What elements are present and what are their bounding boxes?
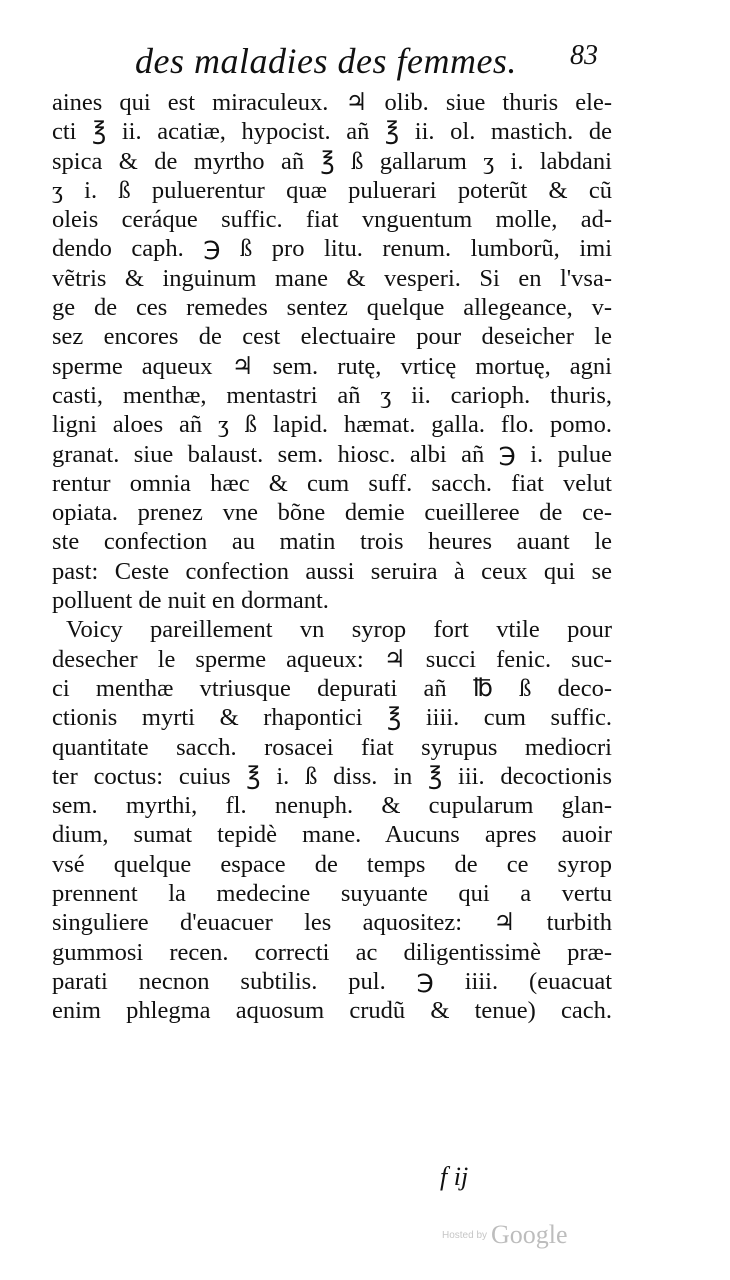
text-line: ʒ i. ß puluerentur quæ puluerari poterũt & cũ <box>52 176 612 204</box>
text-line: Voicy pareillement vn syrop fort vtile pour <box>66 616 612 644</box>
text-line: ste confection au matin trois heures auant le <box>52 528 612 556</box>
text-line: prennent la medecine suyuante qui a vertu <box>52 880 612 908</box>
text-line: gummosi recen. correcti ac diligentissimè præ- <box>52 938 612 966</box>
text-line: casti, menthæ, mentastri añ ʒ ii. carioph. thuris, <box>52 381 612 409</box>
text-line: past: Ceste confection aussi seruira à ceux qui se <box>52 557 612 585</box>
text-line: desecher le sperme aqueux: ♃ succi fenic. suc- <box>52 645 612 673</box>
text-line: sez encores de cest electuaire pour deseicher le <box>52 323 612 351</box>
page-number: 83 <box>570 40 598 71</box>
text-line: ge de ces remedes sentez quelque allegeance, v- <box>52 294 612 322</box>
text-line: opiata. prenez vne bõne demie cueilleree de ce- <box>52 499 612 527</box>
text-line: granat. siue balaust. sem. hiosc. albi añ ℈ i. pulue <box>52 440 612 468</box>
text-line: parati necnon subtilis. pul. ℈ iiii. (euacuat <box>52 967 612 995</box>
text-line: enim phlegma aquosum crudũ & tenue) cach. <box>52 997 612 1025</box>
text-line: dium, sumat tepidè mane. Aucuns apres auoir <box>52 821 612 849</box>
watermark-hosted-label: Hosted by <box>442 1229 488 1241</box>
running-title: des maladies des femmes. <box>135 41 517 81</box>
text-line: vẽtris & inguinum mane & vesperi. Si en l'vsa- <box>52 264 612 292</box>
hosted-by-watermark <box>442 1220 568 1250</box>
text-line: ligni aloes añ ʒ ß lapid. hæmat. galla. flo. pomo. <box>52 411 612 439</box>
text-line: ctionis myrti & rhapontici ℥ iiii. cum suffic. <box>52 704 612 732</box>
text-line: sperme aqueux ♃ sem. rutę, vrticę mortuę, agni <box>52 352 612 380</box>
text-line: ter coctus: cuius ℥ i. ß diss. in ℥ iii. decoctionis <box>52 762 612 790</box>
text-line: aines qui est miraculeux. ♃ olib. siue thuris ele- <box>52 89 612 116</box>
text-line: rentur omnia hæc & cum suff. sacch. fiat velut <box>52 469 612 497</box>
text-line: dendo caph. ℈ ß pro litu. renum. lumborũ, imi <box>52 235 612 263</box>
text-line: vsé quelque espace de temps de ce syrop <box>52 850 612 878</box>
text-line: cti ℥ ii. acatiæ, hypocist. añ ℥ ii. ol. mastich. de <box>52 118 612 146</box>
watermark-brand: Google <box>491 1220 568 1249</box>
page-header <box>0 40 730 90</box>
body-text <box>52 88 612 1026</box>
text-line: polluent de nuit en dormant. <box>52 587 329 615</box>
signature-mark: f ij <box>440 1162 469 1191</box>
text-line: quantitate sacch. rosacei fiat syrupus mediocri <box>52 733 612 761</box>
text-line: spica & de myrtho añ ℥ ß gallarum ʒ i. labdani <box>52 147 612 175</box>
text-line: oleis ceráque suffic. fiat vnguentum molle, ad- <box>52 206 612 234</box>
text-line: ci menthæ vtriusque depurati añ ℔ ß deco- <box>52 674 612 702</box>
text-line: sem. myrthi, fl. nenuph. & cupularum glan- <box>52 792 612 820</box>
text-line: singuliere d'euacuer les aquositez: ♃ turbith <box>52 909 612 937</box>
